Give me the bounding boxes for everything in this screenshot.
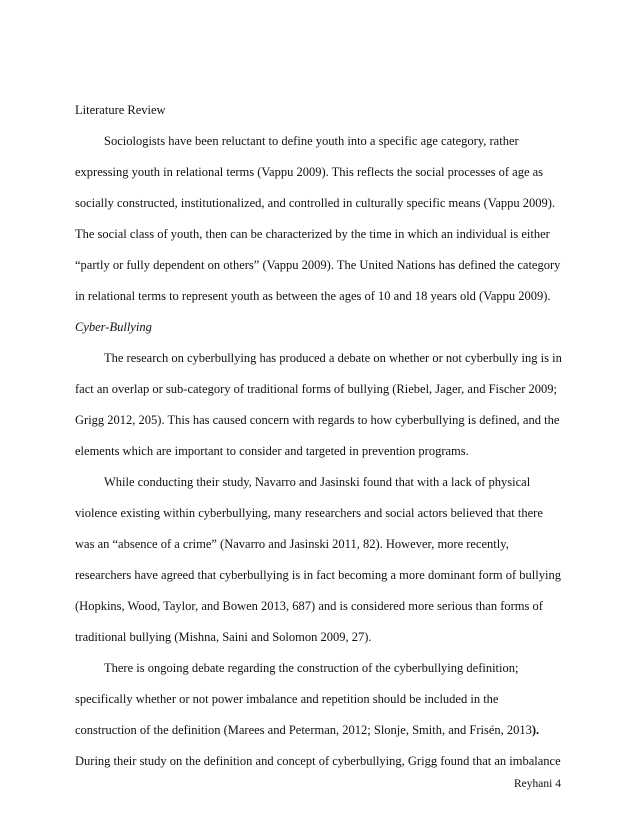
text-line: Grigg 2012, 205). This has caused concern with regards to how cyberbullying is defined, and the bbox=[75, 413, 560, 427]
text-line: There is ongoing debate regarding the construction of the cyberbullying definition; bbox=[104, 661, 519, 675]
subsection-heading: Cyber-Bullying bbox=[75, 320, 152, 334]
text-line: fact an overlap or sub-category of traditional forms of bullying (Riebel, Jager, and Fischer 2009; bbox=[75, 382, 557, 396]
text-line: socially constructed, institutionalized, and controlled in culturally specific means (Vappu 2009). bbox=[75, 196, 556, 210]
text-line: researchers have agreed that cyberbullying is in fact becoming a more dominant form of bullying bbox=[75, 568, 561, 582]
text-line bbox=[75, 722, 539, 738]
text-line: expressing youth in relational terms (Vappu 2009). This reflects the social processes of age as bbox=[75, 165, 544, 179]
text-line: (Hopkins, Wood, Taylor, and Bowen 2013, 687) and is considered more serious than forms of bbox=[75, 599, 543, 613]
text-line: traditional bullying (Mishna, Saini and Solomon 2009, 27). bbox=[75, 630, 372, 644]
text-line: “partly or fully dependent on others” (Vappu 2009). The United Nations has defined the category bbox=[75, 258, 561, 272]
section-heading: Literature Review bbox=[75, 103, 166, 117]
page-number: Reyhani 4 bbox=[514, 778, 561, 790]
text-line: While conducting their study, Navarro and Jasinski found that with a lack of physical bbox=[104, 475, 531, 489]
text-line: The research on cyberbullying has produced a debate on whether or not cyberbully ing is in bbox=[104, 351, 562, 365]
text-line: elements which are important to consider and targeted in prevention programs. bbox=[75, 444, 469, 458]
text-line-bold-tail: ). bbox=[531, 723, 540, 737]
text-line: was an “absence of a crime” (Navarro and Jasinski 2011, 82). However, more recently, bbox=[75, 537, 509, 551]
text-line: The social class of youth, then can be characterized by the time in which an individual is either bbox=[75, 227, 550, 241]
text-line: During their study on the definition and concept of cyberbullying, Grigg found that an imbalance bbox=[75, 754, 561, 768]
text-line: violence existing within cyberbullying, many researchers and social actors believed that there bbox=[75, 506, 543, 520]
text-line: in relational terms to represent youth as between the ages of 10 and 18 years old (Vappu 2009). bbox=[75, 289, 551, 303]
text-line-main: construction of the definition (Marees and Peterman, 2012; Slonje, Smith, and Frisén, 2013 bbox=[75, 723, 532, 737]
text-line: Sociologists have been reluctant to define youth into a specific age category, rather bbox=[104, 134, 519, 148]
text-line: specifically whether or not power imbalance and repetition should be included in the bbox=[75, 692, 499, 706]
